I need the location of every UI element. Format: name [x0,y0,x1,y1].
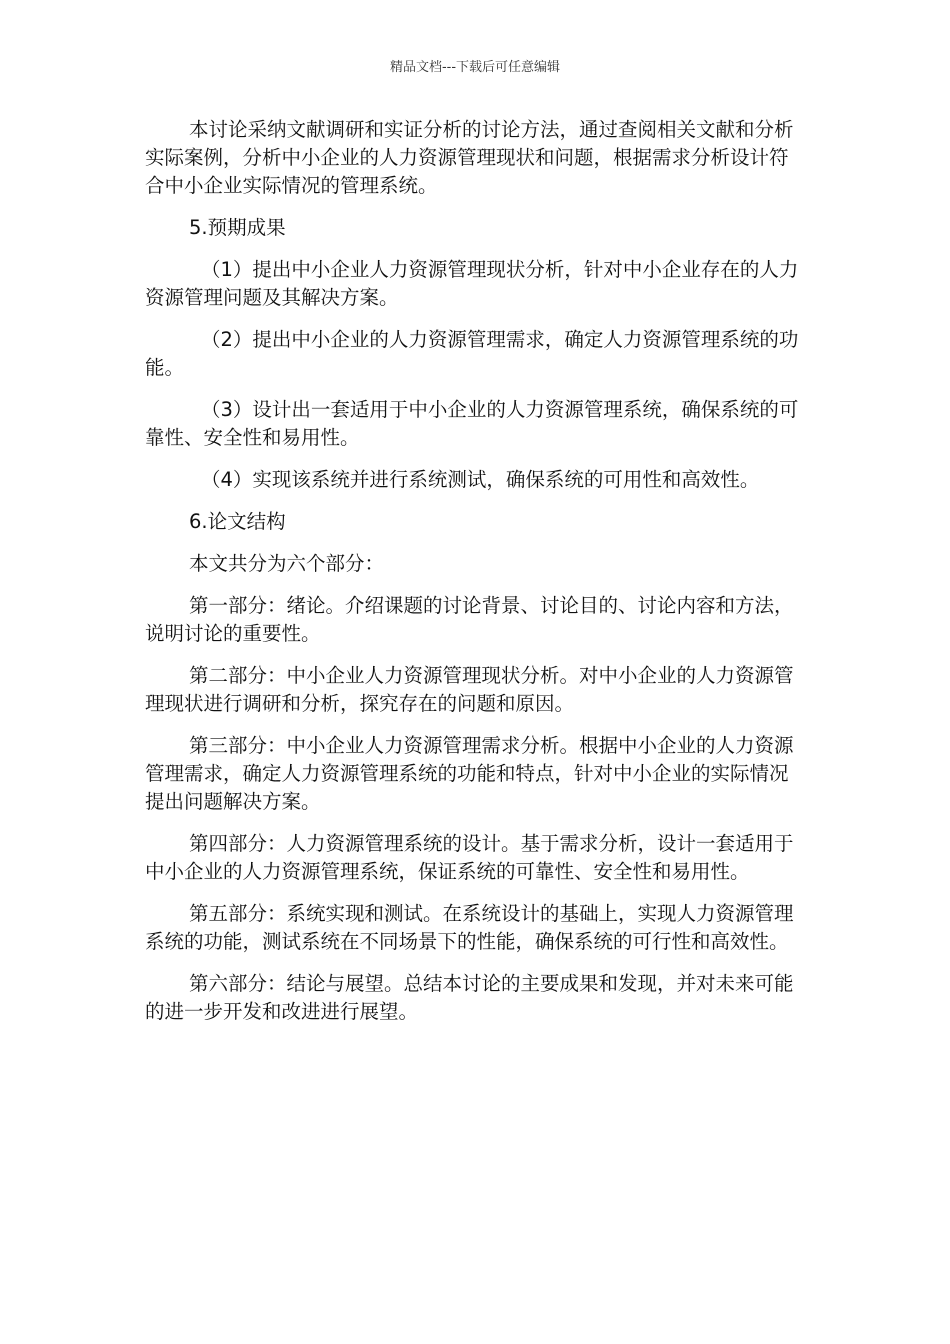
paragraph-part-1: 第一部分：绪论。介绍课题的讨论背景、讨论目的、讨论内容和方法，说明讨论的重要性。 [145,594,794,645]
paragraph-structure-intro: 本文共分为六个部分： [189,552,385,575]
paragraph-part-2: 第二部分：中小企业人力资源管理现状分析。对中小企业的人力资源管理现状进行调研和分析，探究存在的问题和原因。 [145,664,794,715]
section-heading-expected-results: 5.预期成果 [189,216,286,239]
list-item-result-4: （4）实现该系统并进行系统测试，确保系统的可用性和高效性。 [201,468,760,491]
list-item-result-2: （2）提出中小企业的人力资源管理需求，确定人力资源管理系统的功能。 [145,328,799,379]
paragraph-method: 本讨论采纳文献调研和实证分析的讨论方法，通过查阅相关文献和分析实际案例，分析中小企业的人力资源管理现状和问题，根据需求分析设计符合中小企业实际情况的管理系统。 [145,118,794,197]
page-header: 精品文档---下载后可任意编辑 [389,60,561,75]
list-item-result-1: （1）提出中小企业人力资源管理现状分析，针对中小企业存在的人力资源管理问题及其解决方案。 [145,258,799,309]
paragraph-part-3: 第三部分：中小企业人力资源管理需求分析。根据中小企业的人力资源管理需求，确定人力资源管理系统的功能和特点，针对中小企业的实际情况提出问题解决方案。 [145,734,794,813]
section-heading-thesis-structure: 6.论文结构 [189,510,286,533]
paragraph-part-6: 第六部分：结论与展望。总结本讨论的主要成果和发现，并对未来可能的进一步开发和改进进行展望。 [145,972,794,1023]
document-body [145,116,805,1040]
list-item-result-3: （3）设计出一套适用于中小企业的人力资源管理系统，确保系统的可靠性、安全性和易用性。 [145,398,799,449]
paragraph-part-4: 第四部分：人力资源管理系统的设计。基于需求分析，设计一套适用于中小企业的人力资源管理系统，保证系统的可靠性、安全性和易用性。 [145,832,794,883]
paragraph-part-5: 第五部分：系统实现和测试。在系统设计的基础上，实现人力资源管理系统的功能，测试系统在不同场景下的性能，确保系统的可行性和高效性。 [145,902,794,953]
